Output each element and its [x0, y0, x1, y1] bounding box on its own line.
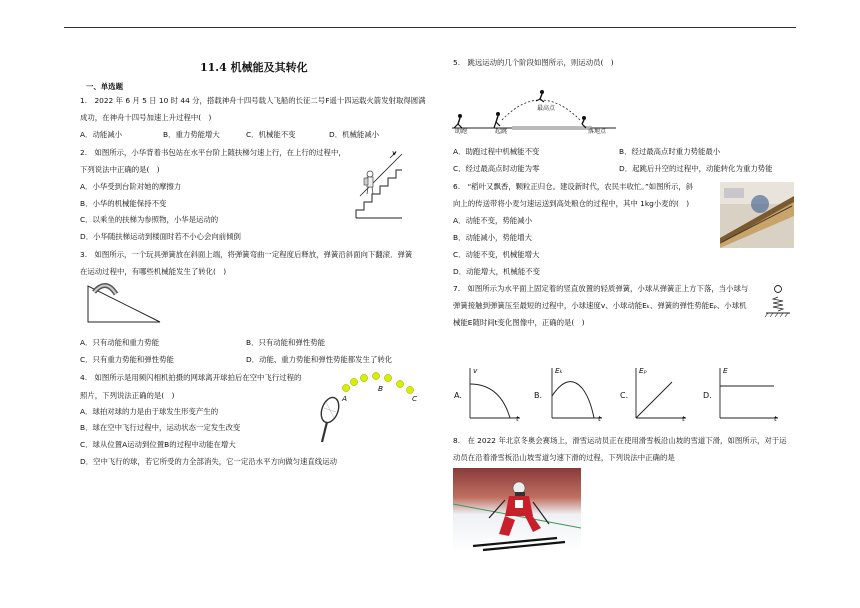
tennis-figure	[318, 370, 422, 452]
q6-option-d: D．动能增大，机械能不变	[453, 267, 540, 276]
page-title: 11.4 机械能及其转化	[200, 61, 308, 74]
q4-position-a-label: A	[342, 394, 348, 403]
q7-option-d-label: D.	[703, 391, 712, 400]
q7-graph-b-x-label: t	[598, 414, 601, 423]
q7-option-b-label: B.	[534, 391, 543, 400]
q1-stem-line2: 成功，在神舟十四号加速上升过程中( )	[80, 113, 212, 122]
q2-option-b: B．小华的机械能保持不变	[80, 199, 167, 208]
q7-graph-d-y-label: E	[723, 366, 728, 375]
q4-stem-line2: 照片，下列说法正确的是( )	[80, 391, 175, 400]
q4-option-b: B．球在空中飞行过程中，运动状态一定发生改变	[80, 423, 241, 432]
q2-option-c: C．以乘坐的扶梯为参照物，小华是运动的	[80, 215, 219, 224]
q7-stem-line3: 械能E随时间t变化图像中，正确的是( )	[453, 318, 585, 327]
q3-stem-line1: 3. 如图所示，一个玩具弹簧放在斜面上端，将弹簧弯曲一定程度后释放，弹簧沿斜面向下翻滚．弹簧	[80, 250, 413, 259]
q6-stem-line2: 向上的传送带将小麦匀速运送到高处粮仓的过程中，其中 1kg小麦的( )	[453, 199, 690, 208]
q5-option-b: B．经过最高点时重力势能最小	[619, 147, 721, 156]
q2-stem-line1: 2. 如图所示，小华背着书包站在水平台阶上随扶梯匀速上行，在上行的过程中，	[80, 148, 346, 157]
escalator-figure	[354, 144, 404, 220]
q5-option-d: D．起跳后升空的过程中，动能转化为重力势能	[619, 164, 773, 173]
q1-option-b: B．重力势能增大	[163, 130, 220, 139]
q2-velocity-label: v	[392, 148, 397, 157]
q5-option-a: A．助跑过程中机械能不变	[453, 147, 540, 156]
q7-graph-a-y-label: v	[473, 366, 478, 375]
q7-graph-a-x-label: t	[516, 414, 519, 423]
q4-position-b-label: B	[378, 384, 384, 393]
q4-option-a: A．球拍对球的力是由于球发生形变产生的	[80, 407, 219, 416]
q2-option-d: D．小华随扶梯运动到楼面时若不小心会向前倾倒	[80, 232, 241, 241]
q5-stem: 5. 跳远运动的几个阶段如图所示，则运动员( )	[453, 58, 614, 67]
q3-option-b: B．只有动能和弹性势能	[246, 338, 325, 347]
q6-option-b: B．动能减小，势能增大	[453, 233, 532, 242]
q5-label-takeoff: 起跳	[495, 128, 508, 135]
q4-stem-line1: 4. 如图所示是用频闪相机拍摄的网球离开球拍后在空中飞行过程的	[80, 373, 302, 382]
q7-graph-b-y-label: Eₖ	[555, 366, 563, 375]
q5-option-c: C．经过最高点时动能为零	[453, 164, 540, 173]
q4-position-c-label: C	[412, 394, 418, 403]
q7-graph-c-y-label: Eₚ	[639, 366, 647, 375]
q1-option-a: A．动能减小	[80, 130, 123, 139]
q5-label-landing-point: 落地点	[588, 128, 607, 135]
q2-stem-line2: 下列说法中正确的是( )	[80, 165, 160, 174]
q7-graph-c-x-label: t	[682, 414, 685, 423]
skier-photo	[453, 468, 581, 552]
q6-option-a: A．动能不变，势能减小	[453, 216, 532, 225]
q5-label-run-up: 助跑	[455, 128, 468, 135]
q5-label-highest-point: 最高点	[537, 105, 556, 112]
q1-stem-line1: 1. 2022 年 6 月 5 日 10 时 44 分，搭载神舟十四号载人飞船的长征二号F遥十四运载火箭发射取得圆满	[80, 96, 426, 105]
q8-stem-line1: 8. 在 2022 年北京冬奥会赛场上，滑雪运动员正在使用滑雪板沿山坡的雪道下滑，如图所示，对于运	[453, 436, 787, 445]
q8-stem-line2: 动员在沿着滑雪板沿山坡雪道匀速下滑的过程，下列说法中正确的是	[453, 453, 675, 462]
q3-stem-line2: 在运动过程中，有哪些机械能发生了转化( )	[80, 267, 227, 276]
q3-option-a: A．只有动能和重力势能	[80, 338, 159, 347]
header-rule	[64, 27, 796, 28]
q2-option-a: A．小华受到台阶对她的摩擦力	[80, 182, 182, 191]
q7-stem-line1: 7. 如图所示为水平面上固定着的竖直放置的轻质弹簧，小球从弹簧正上方下落，当小球与	[453, 284, 749, 293]
q4-option-c: C．球从位置A运动到位置B的过程中动能在增大	[80, 440, 236, 449]
q3-option-d: D．动能、重力势能和弹性势能都发生了转化	[246, 355, 393, 364]
section-heading: 一、单选题	[86, 82, 123, 91]
spring-ball-figure	[764, 285, 792, 321]
conveyor-photo	[720, 182, 794, 248]
q7-option-c-label: C.	[620, 391, 629, 400]
q1-option-c: C．机械能不变	[246, 130, 296, 139]
incline-spring-figure	[86, 280, 162, 324]
q7-graph-d-x-label: t	[774, 414, 777, 423]
q1-option-d: D．机械能减小	[329, 130, 380, 139]
q3-option-c: C．只有重力势能和弹性势能	[80, 355, 174, 364]
q6-option-c: C．动能不变，机械能增大	[453, 250, 540, 259]
q4-option-d: D．空中飞行的球，若它所受的力全部消失，它一定沿水平方向做匀速直线运动	[80, 457, 337, 466]
q6-stem-line1: 6. “稻叶又飘香，颗粒正归仓。建设新时代，农民丰收忙。”如图所示，斜	[453, 182, 694, 191]
q7-option-a-label: A.	[454, 391, 462, 400]
q7-stem-line2: 弹簧接触到弹簧压至最短的过程中，小球速度v、小球动能Eₖ、弹簧的弹性势能Eₚ、小球机	[453, 301, 747, 310]
